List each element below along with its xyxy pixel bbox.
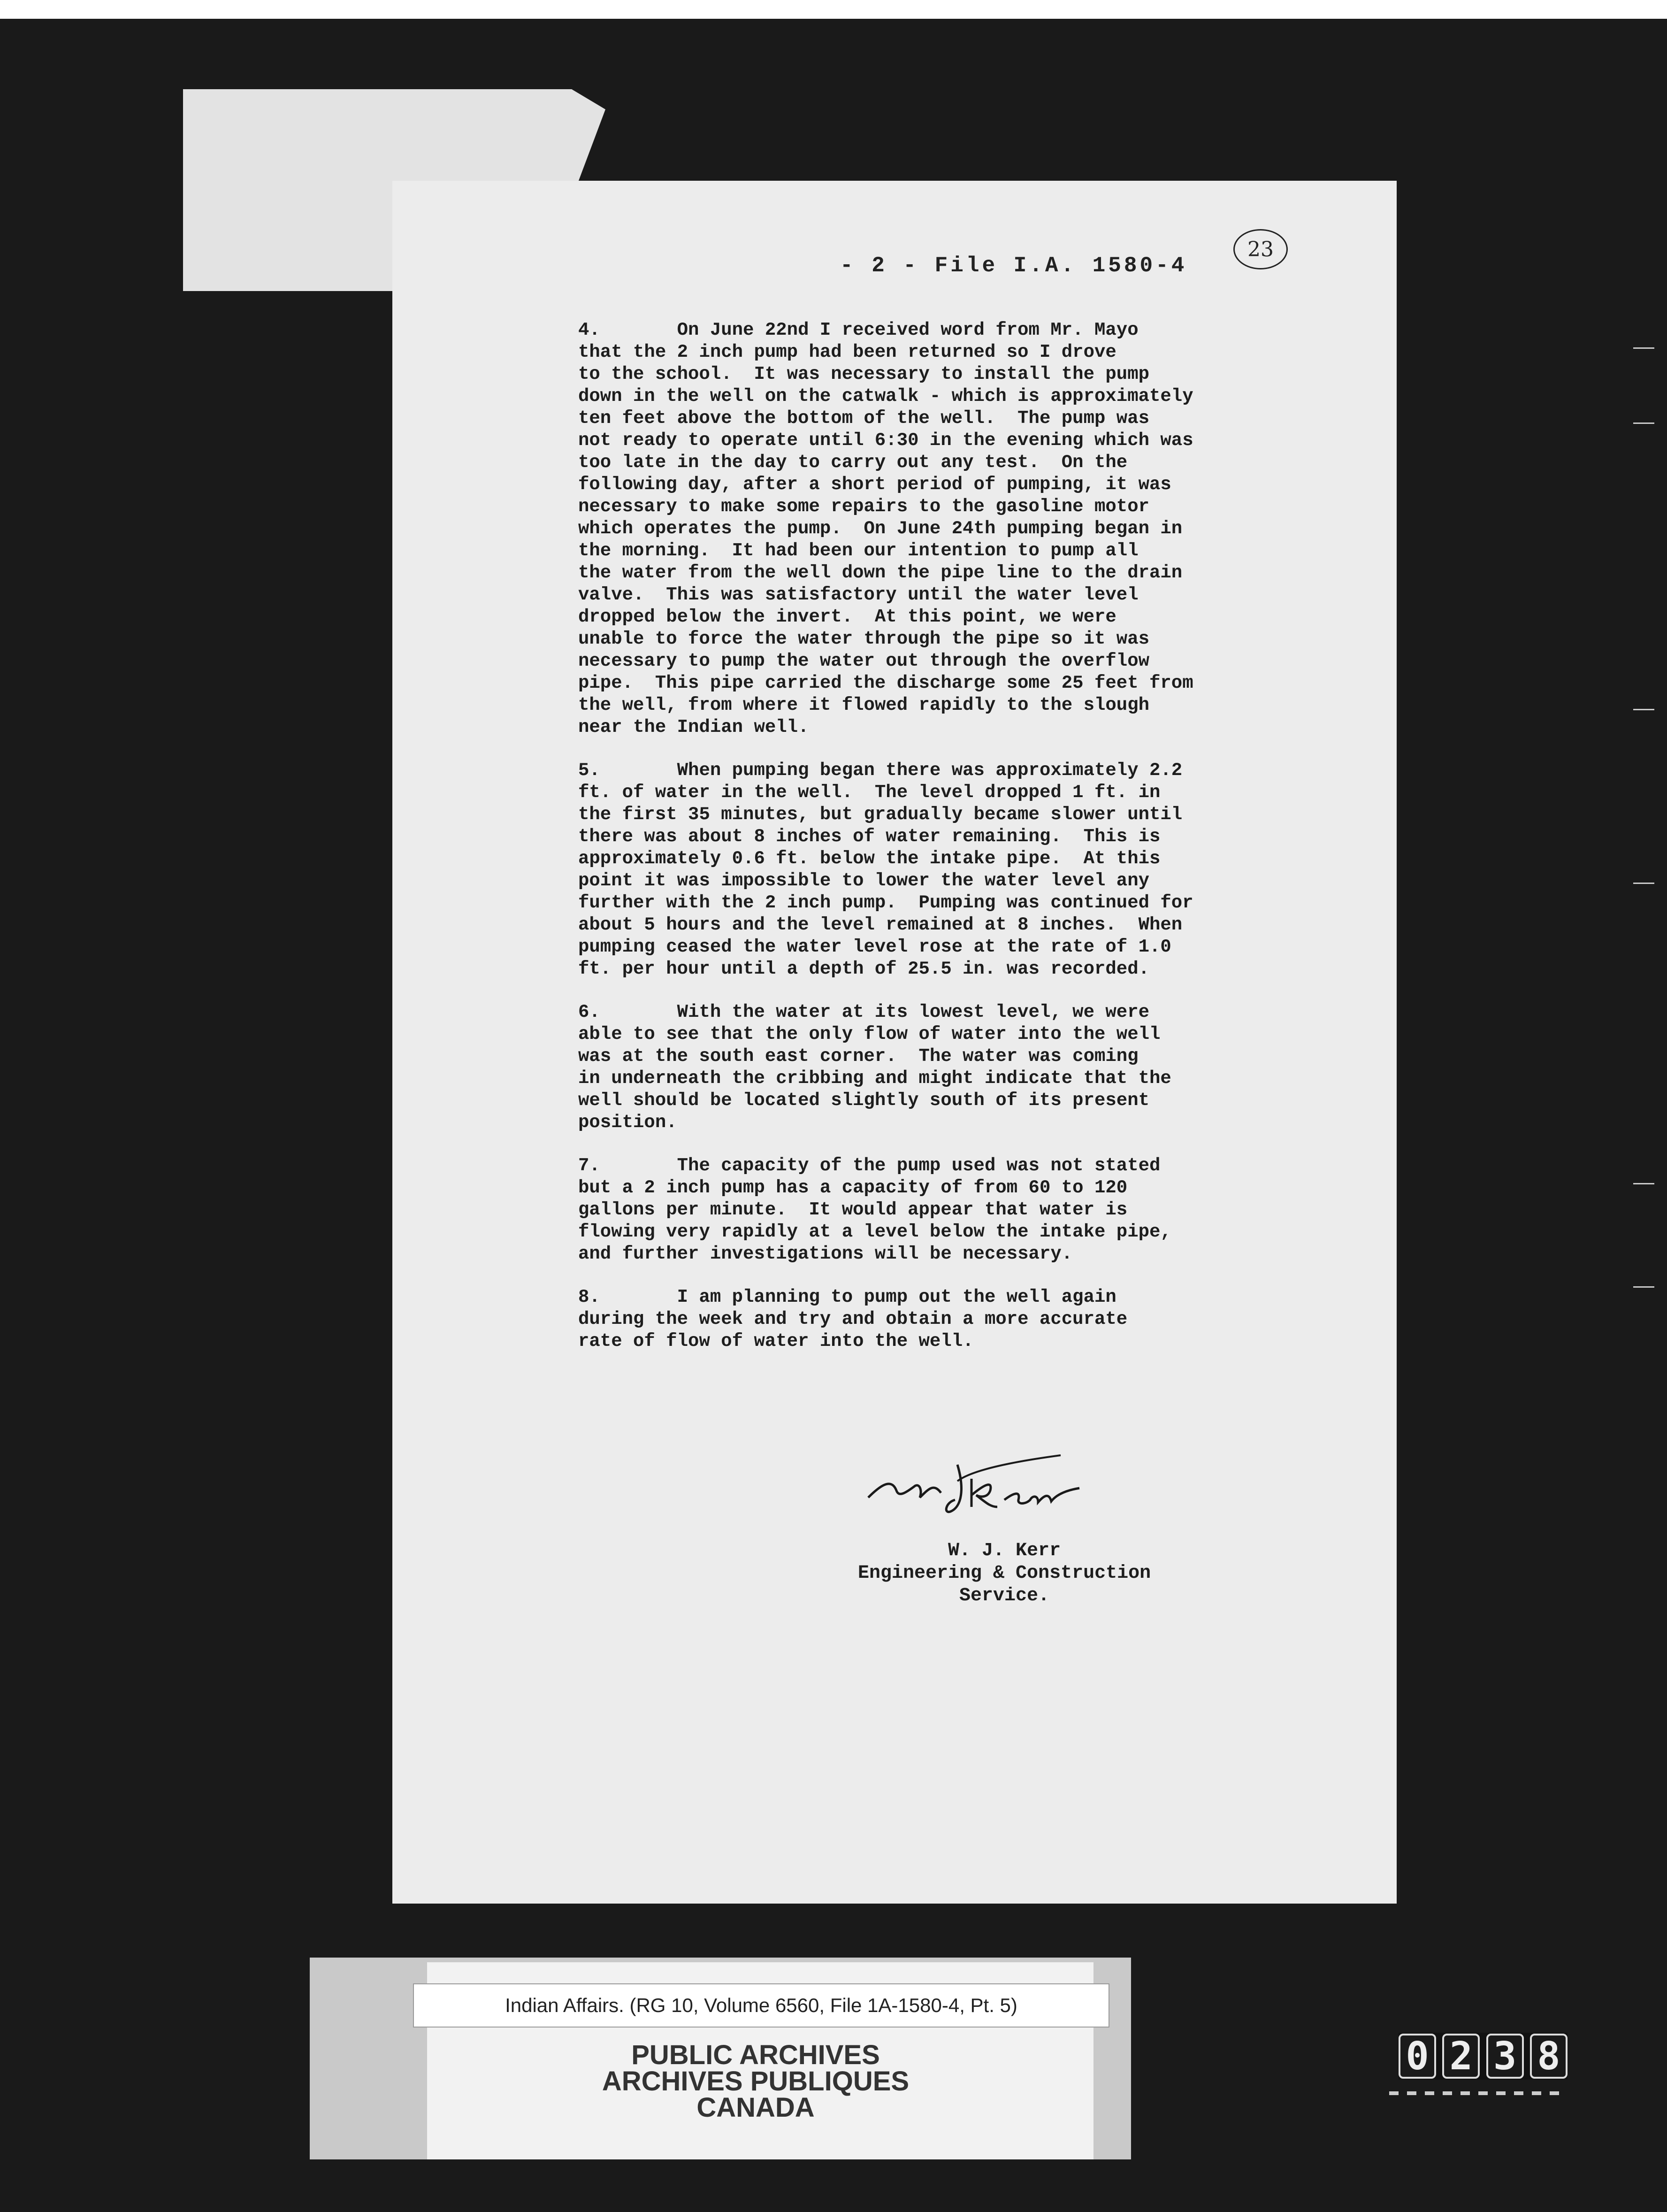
frame-counter-digit: 3 [1486,2034,1524,2079]
frame-counter [1399,2033,1568,2080]
film-frame-border [0,0,1667,19]
archive-stamp-line1: PUBLIC ARCHIVES [631,2040,880,2070]
archive-stamp [568,2042,943,2121]
paragraph-5: 5. When pumping began there was approximately 2.2 ft. of water in the well. The level dropped 1 ft. in the first 35 minutes, but gradually became slower until there was about 8 inches of water remaining. This is approximately 0.6 ft. below the intake pipe. At this point it was impossible to lower the water level any further with the 2 inch pump. Pumping was continued for about 5 hours and the level remained at 8 inches. When pumping ceased the water level rose at the rate of 1.0 ft. per hour until a depth of 25.5 in. was recorded. [578,760,1193,979]
frame-counter-digit: 2 [1442,2034,1480,2079]
letter-body [578,319,1367,1374]
paragraph-8: 8. I am planning to pump out the well again during the week and try and obtain a more accurate rate of flow of water into the well. [578,1287,1128,1352]
archive-reference: Indian Affairs. (RG 10, Volume 6560, File 1A-1580-4, Pt. 5) [413,1983,1109,2028]
frame-counter-digit: 8 [1530,2034,1568,2079]
paragraph-4: 4. On June 22nd I received word from Mr. Mayo that the 2 inch pump had been returned so I drove to the school. It was necessary to install the pump down in the well on the catwalk - which is approximately ten feet above the bottom of the well. The pump was not ready to operate until 6:30 in the evening which was too late in the day to carry out any test. On the following day, after a short period of pumping, it was necessary to make some repairs to the gasoline motor which operates the pump. On June 24th pumping began in the morning. It had been our intention to pump all the water from the well down the pipe line to the drain valve. This was satisfactory until the water level dropped below the invert. At this point, we were unable to force the water through the pipe so it was necessary to pump the water out through the overflow pipe. This pipe carried the discharge some 25 feet from the well, from where it flowed rapidly to the slough near the Indian well. [578,320,1193,737]
signatory-name: W. J. Kerr [948,1540,1061,1561]
paragraph-6: 6. With the water at its lowest level, we were able to see that the only flow of water into the well was at the south east corner. The water was coming in underneath the cribbing and might indicate that the well should be located slightly south of its present position. [578,1002,1171,1133]
margin-mark [1633,422,1654,424]
paragraph-7: 7. The capacity of the pump used was not stated but a 2 inch pump has a capacity of from 60 to 120 gallons per minute. It would appear that water is flowing very rapidly at a level below the intake pipe, and further investigations will be necessary. [578,1155,1171,1264]
margin-mark [1633,347,1654,349]
page-header: - 2 - File I.A. 1580-4 [840,253,1187,278]
signature-block [858,1540,1151,1607]
margin-mark [1633,1286,1654,1288]
archive-stamp-line3: CANADA [696,2092,815,2123]
margin-mark [1633,1183,1654,1184]
margin-mark [1633,883,1654,884]
counter-tick-marks [1389,2091,1577,2095]
signatory-service: Service. [959,1585,1050,1606]
archive-stamp-line2: ARCHIVES PUBLIQUES [602,2066,910,2097]
circled-page-number: 23 [1233,229,1288,269]
frame-counter-digit: 0 [1399,2034,1436,2079]
signatory-title: Engineering & Construction [858,1563,1151,1584]
handwritten-signature [864,1446,1126,1516]
margin-mark [1633,709,1654,710]
